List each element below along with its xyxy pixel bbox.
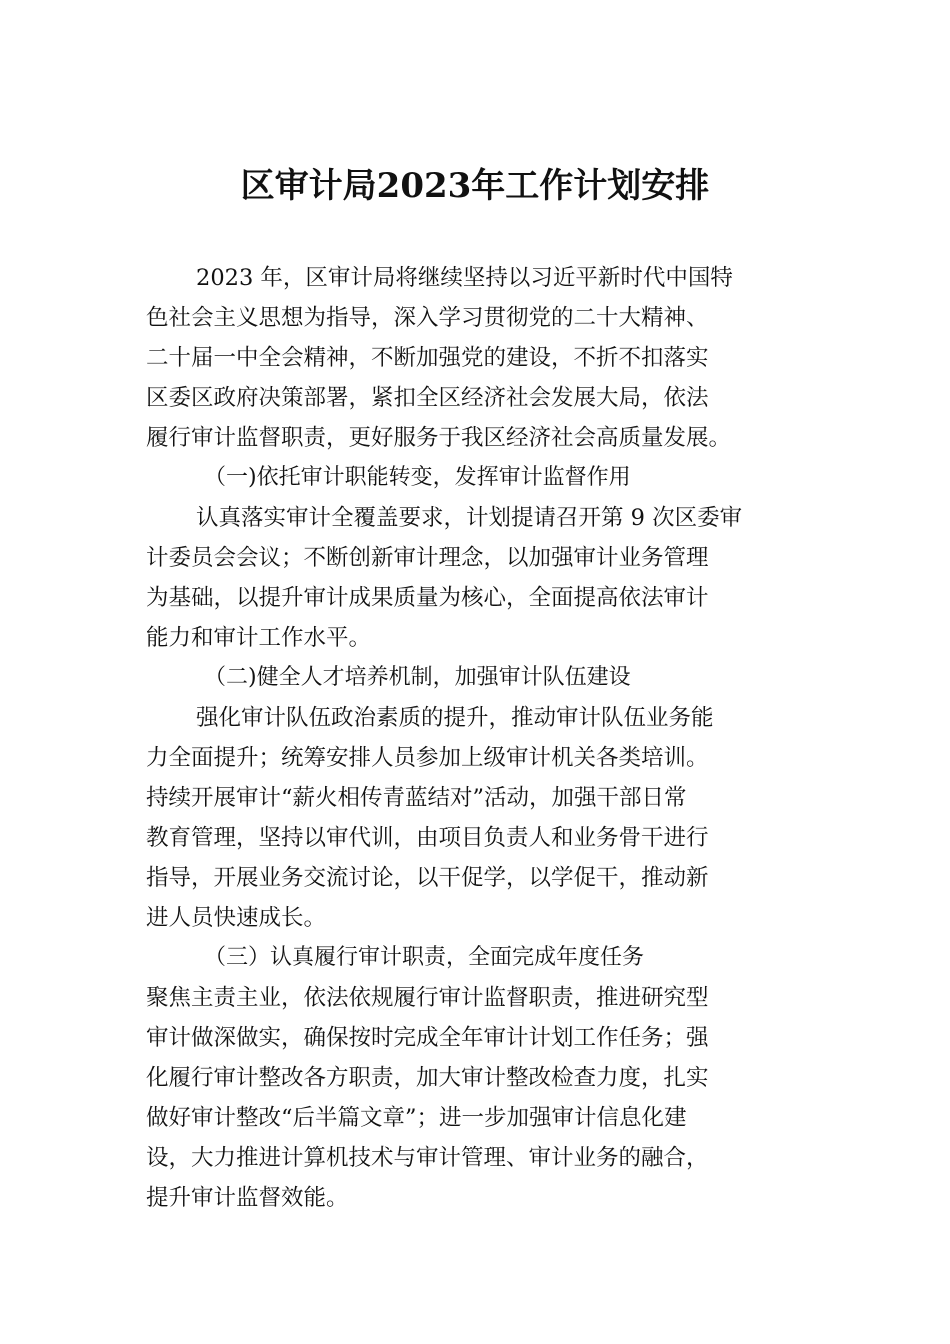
paragraph-4-line-1: 聚焦主责主业，依法依规履行审计监督职责，推进研究型 (146, 985, 709, 1011)
paragraph-2-line-1: 认真落实审计全覆盖要求，计划提请召开第 9 次区委审 (196, 505, 743, 531)
paragraph-4-line-5: 设，大力推进计算机技术与审计管理、审计业务的融合， (146, 1145, 709, 1171)
paragraph-4-line-4: 做好审计整改“后半篇文章”；进一步加强审计信息化建 (146, 1105, 687, 1131)
document-body (146, 258, 806, 1218)
paragraph-1-line-1: 2023 年，区审计局将继续坚持以习近平新时代中国特 (196, 265, 733, 291)
paragraph-1-line-5: 履行审计监督职责，更好服务于我区经济社会高质量发展。 (146, 425, 732, 451)
paragraph-1-line-3: 二十届一中全会精神，不断加强党的建设，不折不扣落实 (146, 345, 709, 371)
paragraph-3-line-4: 教育管理，坚持以审代训，由项目负责人和业务骨干进行 (146, 825, 709, 851)
section-heading-2: （二)健全人才培养机制，加强审计队伍建设 (204, 665, 631, 690)
paragraph-4-line-6: 提升审计监督效能。 (146, 1185, 349, 1211)
paragraph-2-line-2: 计委员会会议；不断创新审计理念，以加强审计业务管理 (146, 545, 709, 571)
paragraph-2-line-3: 为基础，以提升审计成果质量为核心，全面提高依法审计 (146, 585, 709, 611)
paragraph-2-line-4: 能力和审计工作水平。 (146, 625, 372, 651)
paragraph-3-line-1: 强化审计队伍政治素质的提升，推动审计队伍业务能 (196, 705, 714, 731)
paragraph-4-line-2: 审计做深做实，确保按时完成全年审计计划工作任务；强 (146, 1025, 709, 1051)
paragraph-3-line-6: 进人员快速成长。 (146, 905, 327, 931)
paragraph-3-line-2: 力全面提升；统筹安排人员参加上级审计机关各类培训。 (146, 745, 709, 771)
paragraph-3-line-5: 指导，开展业务交流讨论，以干促学，以学促干，推动新 (146, 865, 709, 891)
document-title: 区审计局2023年工作计划安排 (240, 166, 710, 206)
section-heading-3: （三）认真履行审计职责，全面完成年度任务 (204, 945, 645, 970)
section-heading-1: （一)依托审计职能转变，发挥审计监督作用 (204, 465, 631, 490)
paragraph-4-line-3: 化履行审计整改各方职责，加大审计整改检查力度，扎实 (146, 1065, 709, 1091)
paragraph-1-line-2: 色社会主义思想为指导，深入学习贯彻党的二十大精神、 (146, 305, 709, 331)
paragraph-1-line-4: 区委区政府决策部署，紧扣全区经济社会发展大局，依法 (146, 385, 709, 411)
paragraph-3-line-3: 持续开展审计“薪火相传青蓝结对”活动，加强干部日常 (146, 785, 687, 811)
